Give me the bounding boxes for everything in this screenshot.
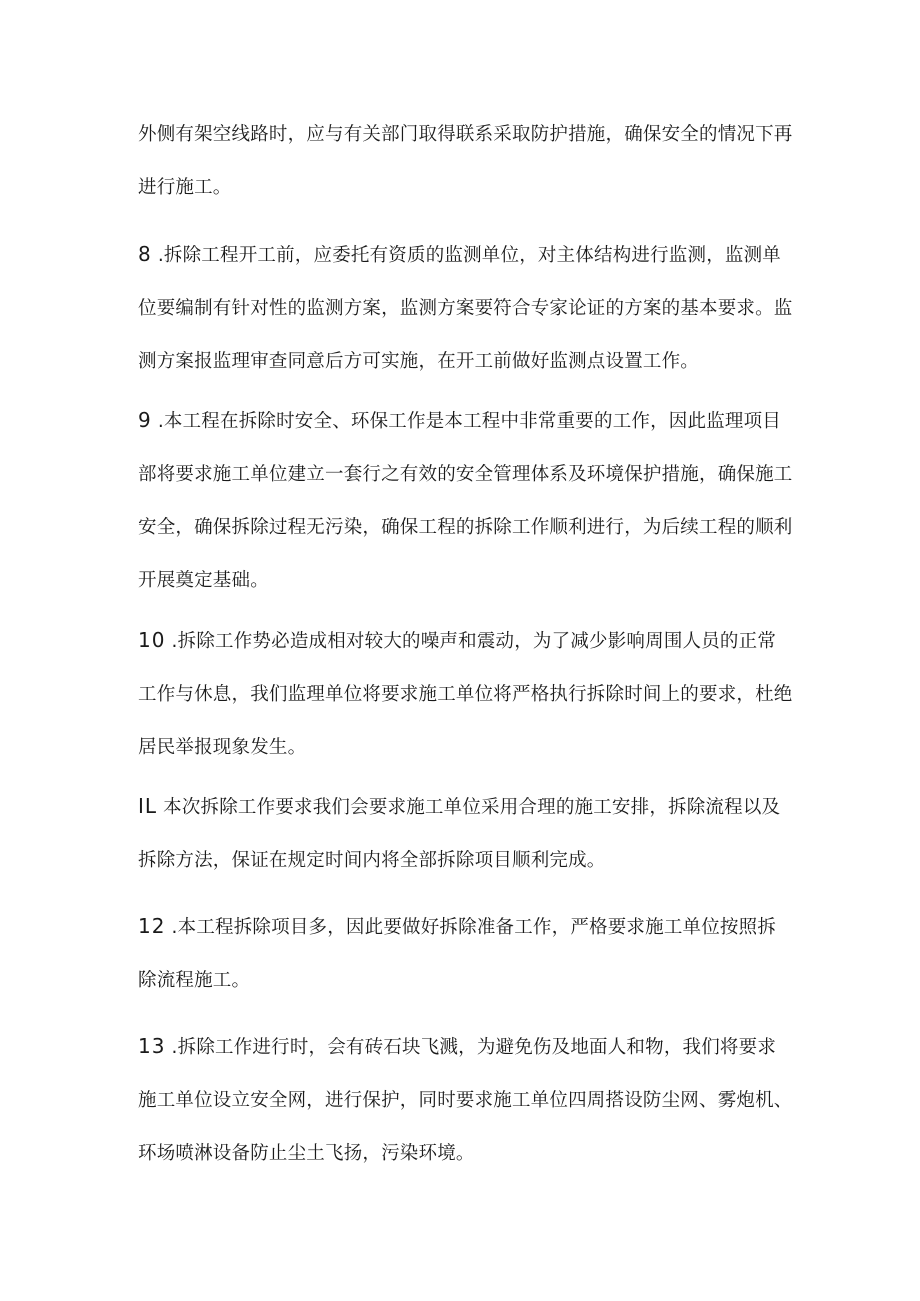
paragraph-text: .本工程拆除项目多，因此要做好拆除准备工作，严格要求施工单位按照拆除流程施工。 [138,917,777,991]
paragraph-text: 外侧有架空线路时，应与有关部门取得联系采取防护措施，确保安全的情况下再进行施工。 [138,124,793,198]
paragraph-number: 13 [138,1034,166,1058]
paragraph-continuation [138,107,794,214]
paragraph-text: 本次拆除工作要求我们会要求施工单位采用合理的施工安排，拆除流程以及拆除方法，保证在规定时间内将全部拆除项目顺利完成。 [138,797,781,871]
paragraph-item-9 [138,394,794,607]
paragraph-text: .拆除工程开工前，应委托有资质的监测单位，对主体结构进行监测，监测单位要编制有针对性的监测方案，监测方案要符合专家论证的方案的基本要求。监测方案报监理审查同意后方可实施，在开工前做好监测点设置工作。 [138,245,793,372]
paragraph-item-11 [138,780,794,887]
paragraph-number: IL [138,794,158,818]
paragraph-text: .拆除工作进行时，会有砖石块飞溅，为避免伤及地面人和物，我们将要求施工单位设立安全网，进行保护，同时要求施工单位四周搭设防尘网、雾炮机、环场喷淋设备防止尘土飞扬，污染环境。 [138,1037,793,1164]
paragraph-item-10 [138,614,794,774]
paragraph-item-13 [138,1020,794,1180]
paragraph-number: 10 [138,628,166,652]
paragraph-number: 9 [138,408,152,432]
paragraph-item-12 [138,900,794,1007]
paragraph-text: .拆除工作势必造成相对较大的噪声和震动，为了减少影响周围人员的正常工作与休息，我们监理单位将要求施工单位将严格执行拆除时间上的要求，杜绝居民举报现象发生。 [138,631,793,758]
paragraph-number: 12 [138,914,166,938]
paragraph-text: .本工程在拆除时安全、环保工作是本工程中非常重要的工作，因此监理项目部将要求施工单位建立一套行之有效的安全管理体系及环境保护措施，确保施工安全，确保拆除过程无污染，确保工程的拆除工作顺利进行，为后续工程的顺利开展奠定基础。 [138,411,793,591]
paragraph-item-8 [138,228,794,388]
paragraph-number: 8 [138,242,152,266]
